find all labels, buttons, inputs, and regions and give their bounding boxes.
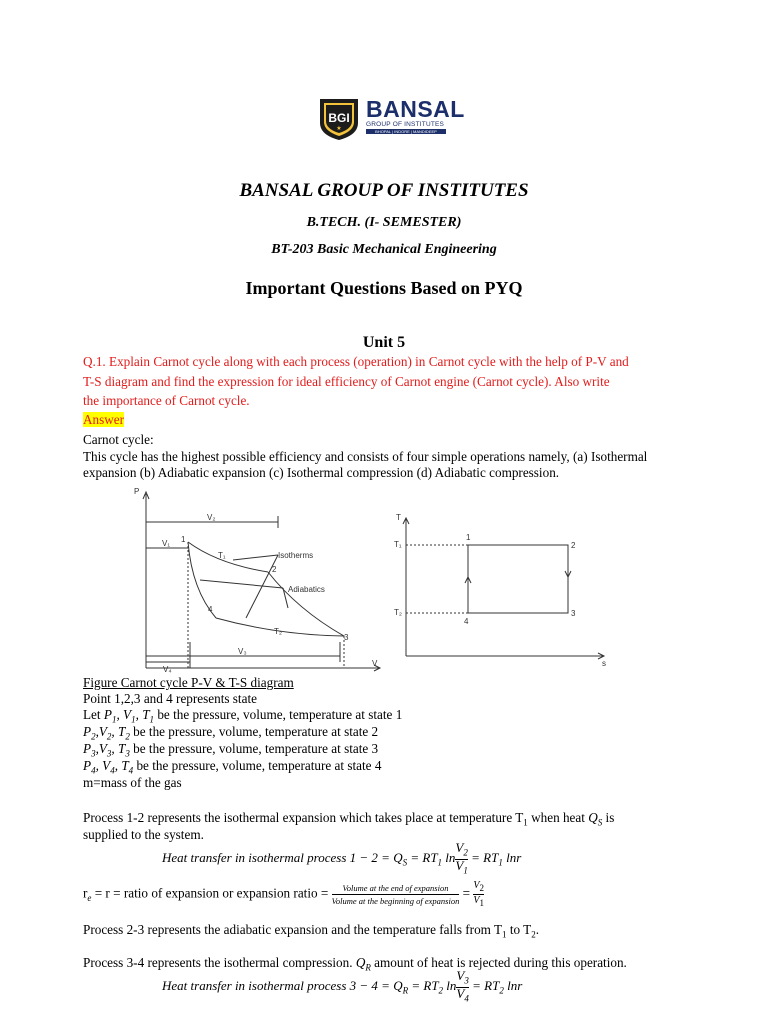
unit-heading: Unit 5 — [362, 334, 406, 351]
page-heading: Important Questions Based on PYQ — [245, 278, 523, 298]
equation-isothermal-compression: Heat transfer in isothermal process $3 - 4 = Q_R = RT_2$ ln $\frac{V_3}{V_4}$ = $RT_2$ lnr — [162, 968, 523, 1004]
expansion-ratio-line: $r_e = r$ = ratio of expansion or expansion ratio = $\frac{\text{Volume at the end of expansion}}{\text{Volume at the beginning of expansion}}$ = $\frac{V_2}{V_1}$ — [83, 880, 484, 908]
state-line-2: $P_2,V_2$, $T_2$ be the pressure, volume, temperature at state 2 — [83, 724, 379, 742]
course-title: B.TECH. (I- SEMESTER) — [306, 215, 462, 230]
pv-v2-label: V₂ — [207, 513, 216, 522]
institute-title: BANSAL GROUP OF INSTITUTES — [239, 180, 529, 201]
svg-text:★: ★ — [336, 126, 342, 132]
question-line-2: T-S diagram and find the expression for ideal efficiency of Carnot engine (Carnot cycle). Also write — [83, 374, 610, 389]
pv-state-3: 3 — [344, 633, 349, 642]
pv-state-4: 4 — [208, 605, 213, 614]
question-line-1: Q.1. Explain Carnot cycle along with each process (operation) in Carnot cycle with the help of P-V and — [83, 354, 629, 369]
pv-p-axis-label: P — [134, 487, 140, 496]
process-34-line: Process 3-4 represents the isothermal compression. $Q_R$ amount of heat is rejected during this operation. — [83, 955, 627, 973]
shield-emblem-icon — [316, 95, 362, 141]
logo-subtitle: GROUP OF INSTITUTES — [366, 121, 445, 128]
process-12-line-1: Process 1-2 represents the isothermal expansion which takes place at temperature $T_1$ when heat $Q_S$ is — [83, 810, 615, 828]
pv-isotherms-label: Isotherms — [278, 551, 314, 560]
intro-line-2: expansion (b) Adiabatic expansion (c) Isothermal compression (d) Adiabatic compression. — [83, 465, 560, 480]
ts-t1-label: T₁ — [394, 540, 402, 549]
ts-state-4: 4 — [464, 617, 469, 626]
pv-adiabatics-label: Adiabatics — [288, 585, 325, 594]
pv-state-2: 2 — [272, 565, 277, 574]
pv-state-1: 1 — [181, 535, 186, 544]
logo-tagline: BHOPAL | INDORE | MANDIDEEP — [366, 129, 446, 134]
process-23-line: Process 2-3 represents the adiabatic expansion and the temperature falls from $T_1$ to $T_2$. — [83, 922, 540, 940]
question-line-3: the importance of Carnot cycle. — [83, 393, 250, 408]
ts-s-axis-label: s — [602, 659, 606, 668]
subject-title: BT-203 Basic Mechanical Engineering — [271, 242, 497, 257]
pv-diagram — [143, 492, 380, 671]
carnot-diagram — [118, 480, 658, 678]
carnot-label: Carnot cycle: — [83, 432, 154, 447]
pv-t2-label: T₂ — [274, 627, 282, 636]
ts-diagram — [403, 518, 604, 659]
intro-line-1: This cycle has the highest possible efficiency and consists of four simple operations namely, (a) Isothermal — [83, 449, 648, 464]
ts-state-3: 3 — [571, 609, 576, 618]
points-line: Point 1,2,3 and 4 represents state — [83, 691, 257, 706]
figure-caption: Figure Carnot cycle P-V & T-S diagram — [83, 675, 294, 690]
pv-v4-label: V₄ — [163, 665, 172, 674]
pv-v3-label: V₃ — [238, 647, 247, 656]
ts-state-2: 2 — [571, 541, 576, 550]
ts-state-1: 1 — [466, 533, 471, 542]
ts-t-axis-label: T — [396, 513, 401, 522]
emblem-text: BGI — [328, 111, 350, 125]
state-line-4: $P_4$, $V_4$, $T_4$ be the pressure, volume, temperature at state 4 — [83, 758, 382, 776]
pv-t1-label: T₁ — [218, 551, 226, 560]
pv-v-axis-label: V — [372, 659, 378, 668]
state-line-3: $P_3,V_3$, $T_3$ be the pressure, volume, temperature at state 3 — [83, 741, 379, 759]
pv-v1-label: V₁ — [162, 539, 171, 548]
process-12-line-2: supplied to the system. — [83, 827, 204, 842]
state-line-1: Let $P_1$, $V_1$, $T_1$ be the pressure, volume, temperature at state 1 — [83, 707, 403, 725]
logo-wordmark — [366, 97, 465, 134]
logo-name: BANSAL — [366, 96, 465, 122]
equation-isothermal-expansion: Heat transfer in isothermal process $1 - 2 = Q_S = RT_1$ ln $\frac{V_2}{V_1}$ = $RT_1$ lnr — [162, 840, 522, 876]
mass-line: m=mass of the gas — [83, 775, 182, 790]
answer-label: Answer — [83, 412, 125, 427]
ts-t2-label: T₂ — [394, 608, 402, 617]
